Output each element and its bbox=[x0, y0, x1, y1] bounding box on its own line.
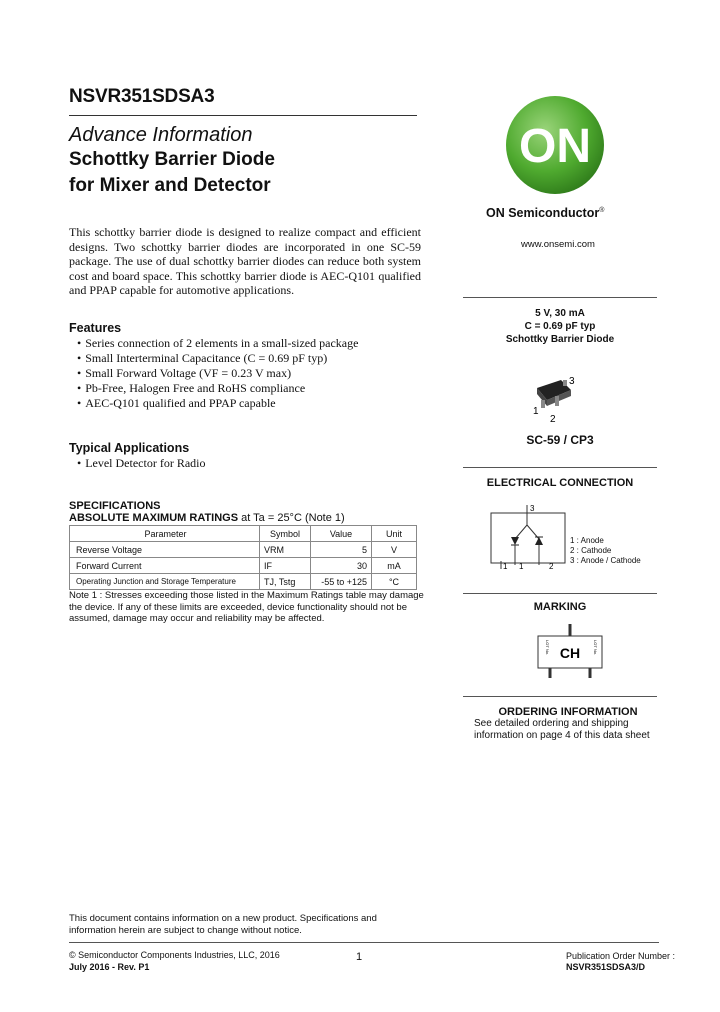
divider bbox=[463, 297, 657, 298]
cell-symbol: TJ, Tstg bbox=[260, 574, 311, 590]
col-header: Symbol bbox=[260, 526, 311, 542]
trademark-symbol: ® bbox=[599, 206, 605, 214]
table-header-row bbox=[70, 526, 417, 542]
marking-diagram bbox=[532, 622, 608, 680]
feature-item: • Small Interterminal Capacitance (C = 0.69 pF typ) bbox=[77, 351, 327, 366]
sc59-package-icon bbox=[525, 374, 585, 428]
features-heading: Features bbox=[69, 321, 122, 335]
page-title-line1: Schottky Barrier Diode bbox=[69, 149, 275, 170]
divider bbox=[463, 593, 657, 594]
cell-parameter: Operating Junction and Storage Temperature bbox=[70, 574, 260, 590]
package-name: SC-59 / CP3 bbox=[526, 433, 594, 447]
pin-label: 2 bbox=[550, 414, 556, 425]
col-header: Unit bbox=[372, 526, 417, 542]
cell-unit: °C bbox=[372, 574, 417, 590]
feature-item: • Small Forward Voltage (VF = 0.23 V max) bbox=[77, 366, 291, 381]
ordering-text: See detailed ordering and shipping information on page 4 of this data sheet bbox=[474, 718, 650, 741]
cell-symbol: IF bbox=[260, 558, 311, 574]
electrical-heading: ELECTRICAL CONNECTION bbox=[486, 477, 634, 489]
cell-unit: mA bbox=[372, 558, 417, 574]
cell-value: 5 bbox=[311, 542, 372, 558]
pin-label: 1 bbox=[503, 562, 508, 571]
col-header: Parameter bbox=[70, 526, 260, 542]
cell-unit: V bbox=[372, 542, 417, 558]
pin-legend: 2 : Cathode bbox=[570, 546, 612, 555]
feature-item: • Pb-Free, Halogen Free and RoHS compliance bbox=[77, 381, 305, 396]
footer-divider bbox=[69, 942, 659, 943]
pin-label: 1 bbox=[533, 406, 539, 417]
schematic-diagram bbox=[489, 503, 569, 571]
applications-heading: Typical Applications bbox=[69, 441, 190, 455]
pin-legend: 1 : Anode bbox=[570, 536, 604, 545]
on-semi-logo-icon bbox=[505, 95, 605, 195]
application-item: • Level Detector for Radio bbox=[77, 456, 205, 471]
marking-code: CH bbox=[559, 645, 581, 661]
logo-text: ON bbox=[519, 120, 591, 173]
cell-parameter: Reverse Voltage bbox=[70, 542, 260, 558]
marking-heading: MARKING bbox=[533, 601, 587, 613]
ratings-title bbox=[69, 512, 345, 524]
table-row bbox=[70, 558, 417, 574]
pin-label: 2 bbox=[549, 562, 554, 571]
divider bbox=[463, 467, 657, 468]
document-status: Advance Information bbox=[69, 124, 253, 146]
revision-date: July 2016 - Rev. P1 bbox=[69, 962, 150, 972]
part-number: NSVR351SDSA3 bbox=[69, 86, 215, 107]
website-link[interactable]: www.onsemi.com bbox=[521, 239, 595, 250]
title-divider bbox=[69, 115, 417, 116]
cell-symbol: VRM bbox=[260, 542, 311, 558]
col-header: Value bbox=[311, 526, 372, 542]
ratings-condition: at Ta = 25°C (Note 1) bbox=[241, 512, 345, 524]
pin-label: 1 bbox=[519, 562, 524, 571]
publication-label: Publication Order Number : bbox=[566, 951, 676, 961]
ratings-title-bold: ABSOLUTE MAXIMUM RATINGS bbox=[69, 512, 239, 524]
marking-side-text: LOT No. bbox=[545, 640, 550, 656]
divider bbox=[463, 696, 657, 697]
summary-line: 5 V, 30 mA bbox=[535, 308, 585, 319]
page-number: 1 bbox=[356, 951, 363, 963]
new-product-notice: This document contains information on a new product. Specifications and information herein are subject to change without notice. bbox=[69, 913, 377, 936]
marking-side-text: LOT No. bbox=[593, 640, 598, 656]
summary-line: Schottky Barrier Diode bbox=[505, 334, 615, 345]
diode-icon bbox=[511, 537, 519, 545]
cell-parameter: Forward Current bbox=[70, 558, 260, 574]
pin-legend: 3 : Anode / Cathode bbox=[570, 556, 641, 565]
table-row bbox=[70, 542, 417, 558]
specifications-heading: SPECIFICATIONS bbox=[69, 500, 161, 512]
ordering-heading: ORDERING INFORMATION bbox=[498, 706, 638, 718]
pin-label: 3 bbox=[530, 504, 535, 513]
feature-item: • Series connection of 2 elements in a small-sized package bbox=[77, 336, 358, 351]
ratings-note: Note 1 : Stresses exceeding those listed in the Maximum Ratings table may damage the device. If any of these limits are exceeded, device functionality should not be assumed, damage may occur and reliability may be affected. bbox=[69, 590, 424, 624]
ratings-table bbox=[69, 525, 417, 590]
feature-item: • AEC-Q101 qualified and PPAP capable bbox=[77, 396, 276, 411]
intro-paragraph: This schottky barrier diode is designed to realize compact and efficient designs. Two schottky barrier diodes are incorporated in one SC-59 package. The use of dual schottky barrier diodes can reduce both system cost and board space. This schottky barrier diode is AEC-Q101 qualified and PPAP capable for automotive applications. bbox=[69, 225, 421, 298]
brand-name bbox=[486, 206, 604, 220]
page-title-line2: for Mixer and Detector bbox=[69, 175, 271, 196]
brand-name-text: ON Semiconductor bbox=[486, 206, 600, 220]
publication-number: NSVR351SDSA3/D bbox=[566, 962, 646, 972]
cell-value: -55 to +125 bbox=[311, 574, 372, 590]
diode-icon bbox=[535, 537, 543, 545]
pin-label: 3 bbox=[569, 376, 575, 387]
cell-value: 30 bbox=[311, 558, 372, 574]
summary-line: C = 0.69 pF typ bbox=[524, 321, 596, 332]
copyright: © Semiconductor Components Industries, LLC, 2016 bbox=[69, 950, 280, 960]
table-row bbox=[70, 574, 417, 590]
